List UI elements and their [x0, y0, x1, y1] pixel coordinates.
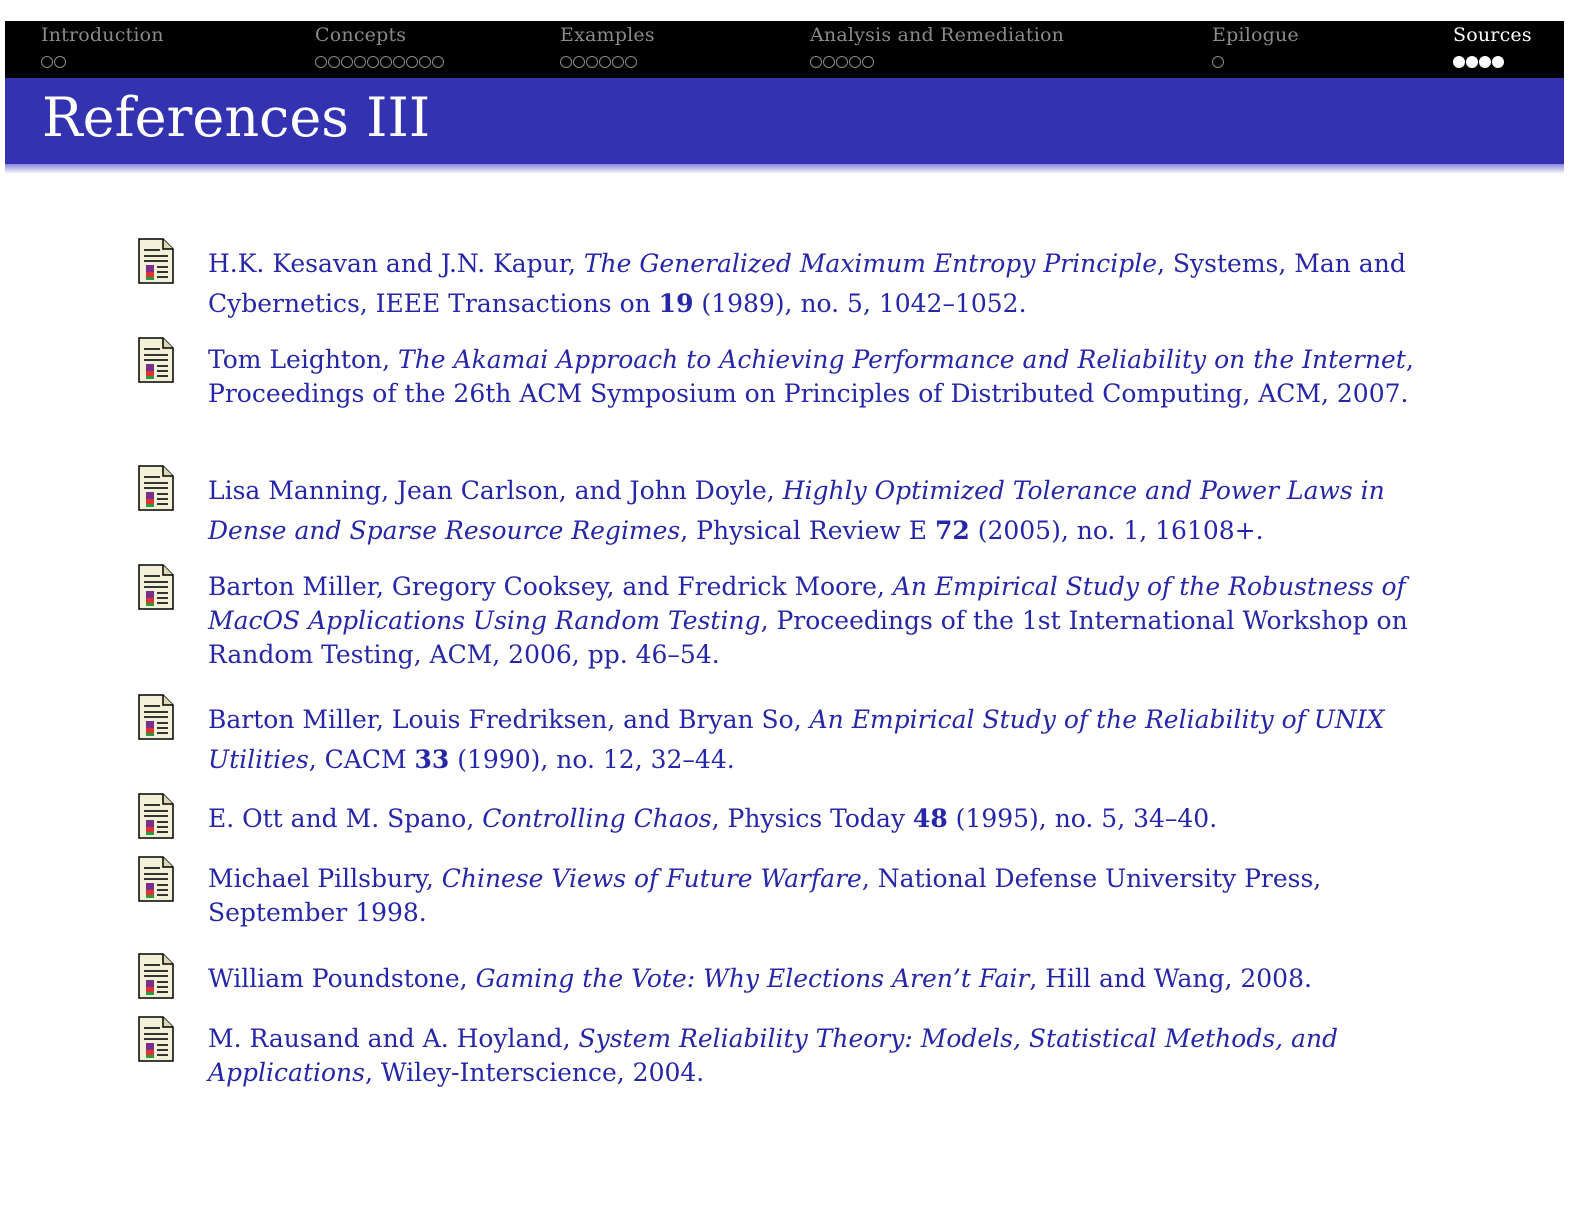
reference-authors: Tom Leighton, — [208, 345, 399, 374]
reference-title: Chinese Views of Future Warfare — [441, 864, 862, 893]
nav-section-label[interactable]: Analysis and Remediation — [810, 24, 1065, 46]
reference-authors: Barton Miller, Gregory Cooksey, and Fredrick Moore, — [208, 572, 893, 601]
reference-venue: , Wiley-Interscience, 2004. — [364, 1058, 705, 1087]
article-icon — [138, 694, 174, 740]
reference-text — [208, 471, 1458, 551]
reference-venue: , Physical Review E — [680, 516, 935, 545]
nav-section-label[interactable]: Sources — [1453, 24, 1532, 46]
reference-venue: , Systems, Man and Cybernetics, IEEE Transactions on — [208, 249, 1406, 318]
reference-volume: 19 — [658, 289, 694, 318]
reference-authors: E. Ott and M. Spano, — [208, 804, 483, 833]
reference-venue: , Proceedings of the 26th ACM Symposium on Principles of Distributed Computing, ACM, 2007. — [208, 345, 1414, 408]
reference-text — [208, 570, 1458, 672]
reference-title: Controlling Chaos — [482, 804, 712, 833]
nav-section-label[interactable]: Epilogue — [1212, 24, 1299, 46]
reference-text — [208, 343, 1458, 411]
frame-title: References III — [42, 86, 431, 149]
reference-venue: , CACM — [308, 745, 415, 774]
reference-title: Highly Optimized Tolerance and Power Laws in Dense and Sparse Resource Regimes — [208, 476, 1385, 545]
reference-title: An Empirical Study of the Robustness of MacOS Applications Using Random Testing — [208, 572, 1406, 635]
reference-authors: H.K. Kesavan and J.N. Kapur, — [208, 249, 584, 278]
article-icon — [138, 337, 174, 383]
reference-venue: , National Defense University Press, September 1998. — [208, 864, 1322, 927]
reference-details: (1989), no. 5, 1042–1052. — [693, 289, 1027, 318]
reference-authors: M. Rausand and A. Hoyland, — [208, 1024, 579, 1053]
reference-authors: William Poundstone, — [208, 964, 476, 993]
article-icon — [138, 564, 174, 610]
reference-authors: Barton Miller, Louis Fredriksen, and Bryan So, — [208, 705, 810, 734]
reference-authors: Michael Pillsbury, — [208, 864, 442, 893]
reference-details: (1995), no. 5, 34–40. — [947, 804, 1218, 833]
reference-details: (2005), no. 1, 16108+. — [969, 516, 1264, 545]
reference-volume: 48 — [912, 804, 948, 833]
nav-section-label[interactable]: Concepts — [315, 24, 407, 46]
reference-text — [208, 799, 1458, 839]
reference-volume: 33 — [414, 745, 450, 774]
article-icon — [138, 856, 174, 902]
reference-venue: , Proceedings of the 1st International Workshop on Random Testing, ACM, 2006, pp. 46–54. — [208, 606, 1408, 669]
reference-text — [208, 1022, 1458, 1090]
nav-section-label[interactable]: Introduction — [41, 24, 164, 46]
nav-section-label[interactable]: Examples — [560, 24, 655, 46]
reference-text — [208, 959, 1458, 999]
article-icon — [138, 238, 174, 284]
article-icon — [138, 793, 174, 839]
article-icon — [138, 465, 174, 511]
reference-title: The Generalized Maximum Entropy Principle — [583, 249, 1158, 278]
reference-venue: , Physics Today — [711, 804, 913, 833]
article-icon — [138, 953, 174, 999]
reference-title: System Reliability Theory: Models, Statistical Methods, and Applications — [208, 1024, 1339, 1087]
reference-text — [208, 244, 1458, 324]
reference-title: Gaming the Vote: Why Elections Aren’t Fair — [475, 964, 1030, 993]
reference-text — [208, 862, 1458, 930]
reference-title: The Akamai Approach to Achieving Performance and Reliability on the Internet — [398, 345, 1406, 374]
reference-volume: 72 — [934, 516, 970, 545]
article-icon — [138, 1016, 174, 1062]
reference-title: An Empirical Study of the Reliability of UNIX Utilities — [208, 705, 1385, 774]
reference-text — [208, 700, 1458, 780]
reference-details: (1990), no. 12, 32–44. — [449, 745, 735, 774]
reference-venue: , Hill and Wang, 2008. — [1029, 964, 1312, 993]
reference-authors: Lisa Manning, Jean Carlson, and John Doyle, — [208, 476, 783, 505]
